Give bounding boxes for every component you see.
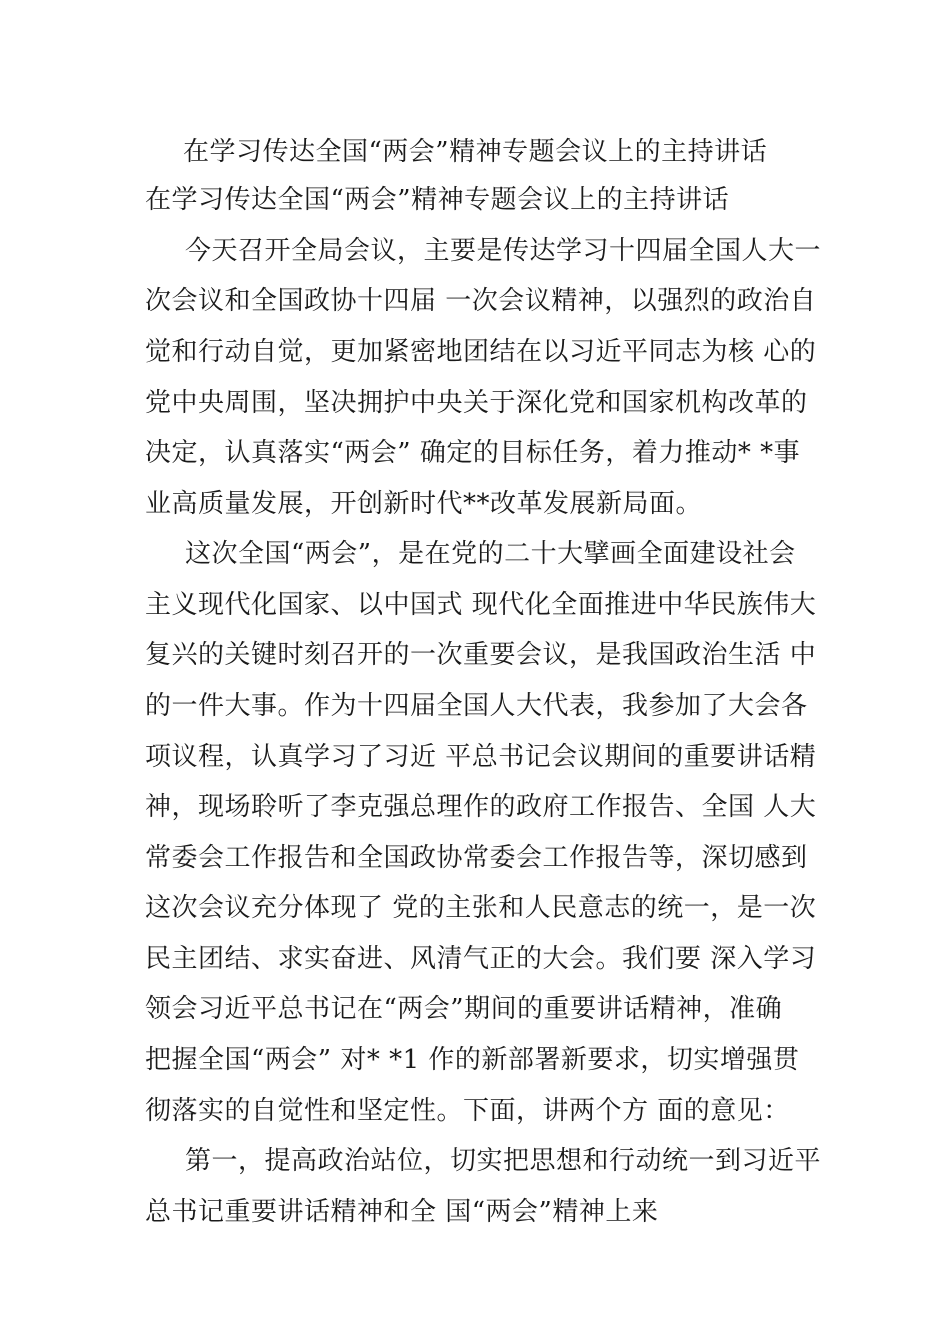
paragraph-2-line-10: 领会习近平总书记在“两会”期间的重要讲话精神，准确 [145, 994, 783, 1024]
paragraph-2-line-12: 彻落实的自觉性和坚定性。下面，讲两个方 面的意见： [145, 1096, 790, 1126]
paragraph-2-line-7: 常委会工作报告和全国政协常委会工作报告等，深切感到 [145, 843, 808, 873]
paragraph-2-line-5: 项议程，认真学习了习近 平总书记会议期间的重要讲话精 [145, 742, 817, 772]
paragraph-2-line-8: 这次会议充分体现了 党的主张和人民意志的统一，是一次 [145, 893, 817, 923]
paragraph-1-line-2: 次会议和全国政协十四届 一次会议精神，以强烈的政治自 [145, 286, 817, 316]
paragraph-2-line-1: 这次全国“两会”，是在党的二十大擘画全面建设社会 [185, 539, 796, 569]
paragraph-2-line-6: 神，现场聆听了李克强总理作的政府工作报告、全国 人大 [145, 792, 817, 822]
document-title: 在学习传达全国“两会”精神专题会议上的主持讲话 [183, 137, 768, 167]
paragraph-1-line-1: 今天召开全局会议，主要是传达学习十四届全国人大一 [185, 236, 822, 266]
paragraph-1-line-5: 决定，认真落实“两会” 确定的目标任务，着力推动* *事 [145, 438, 801, 468]
paragraph-2-line-9: 民主团结、求实奋进、风清气正的大会。我们要 深入学习 [145, 944, 817, 974]
section-heading-line-1: 第一，提高政治站位，切实把思想和行动统一到习近平 [185, 1146, 822, 1176]
paragraph-2-line-4: 的一件大事。作为十四届全国人大代表，我参加了大会各 [145, 691, 808, 721]
paragraph-1-line-3: 觉和行动自觉，更加紧密地团结在以习近平同志为核 心的 [145, 337, 817, 367]
section-heading-line-2: 总书记重要讲话精神和全 国“两会”精神上来 [145, 1197, 659, 1227]
paragraph-2-line-3: 复兴的关键时刻召开的一次重要会议，是我国政治生活 中 [145, 640, 817, 670]
document-subtitle: 在学习传达全国“两会”精神专题会议上的主持讲话 [145, 185, 730, 215]
paragraph-2-line-2: 主义现代化国家、以中国式 现代化全面推进中华民族伟大 [145, 590, 817, 620]
paragraph-1-line-6: 业高质量发展，开创新时代**改革发展新局面。 [145, 489, 703, 519]
paragraph-1-line-4: 党中央周围，坚决拥护中央关于深化党和国家机构改革的 [145, 388, 808, 418]
paragraph-2-line-11: 把握全国“两会” 对* *1 作的新部署新要求，切实增强贯 [145, 1045, 800, 1075]
